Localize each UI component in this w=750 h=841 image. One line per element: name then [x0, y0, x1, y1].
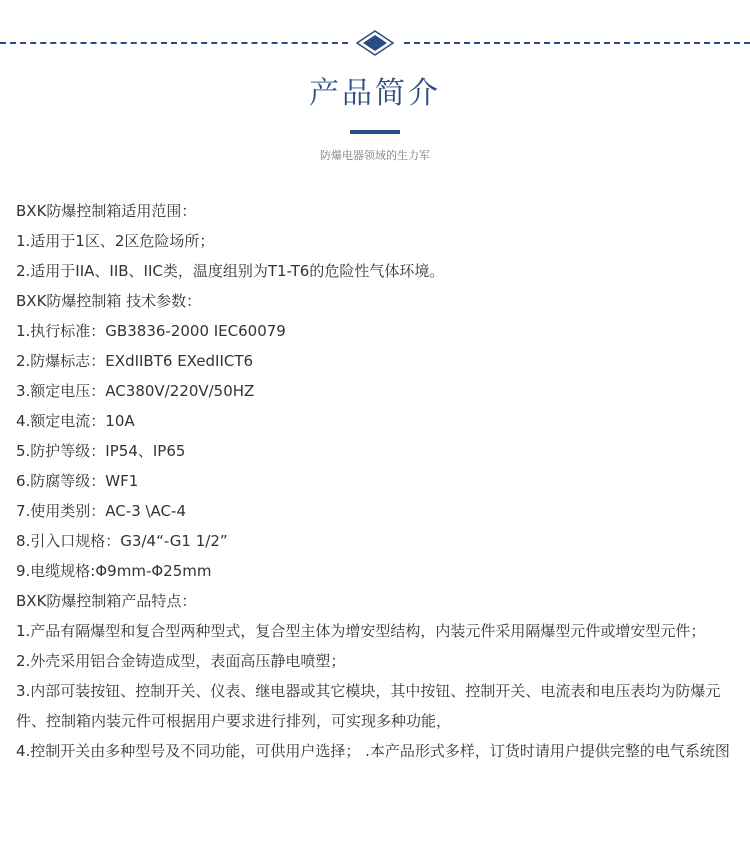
feature-item-2: 2.外壳采用铝合金铸造成型，表面高压静电喷塑； — [16, 652, 346, 670]
dashed-divider-right — [404, 42, 750, 44]
spec-item-category: 7.使用类别：AC-3 \AC-4 — [16, 502, 186, 520]
page-subtitle: 防爆电器领域的生力军 — [320, 149, 430, 162]
spec-item-cable: 9.电缆规格:Φ9mm-Φ25mm — [16, 562, 212, 580]
spec-item-current: 4.额定电流：10A — [16, 412, 135, 430]
spec-item-anticorrosion: 6.防腐等级：WF1 — [16, 472, 139, 490]
section-header — [0, 0, 750, 180]
section-heading-scope: BXK防爆控制箱适用范围： — [16, 202, 197, 220]
scope-item-1: 1.适用于1区、2区危险场所； — [16, 232, 215, 250]
dashed-divider-left — [0, 42, 348, 44]
spec-item-standard: 1.执行标准：GB3836-2000 IEC60079 — [16, 322, 286, 340]
feature-item-1: 1.产品有隔爆型和复合型两种型式，复合型主体为增安型结构，内装元件采用隔爆型元件或增安型元件； — [16, 622, 706, 640]
product-description — [16, 196, 742, 766]
feature-item-3: 3.内部可装按钮、控制开关、仪表、继电器或其它模块，其中按钮、控制开关、电流表和电压表均为防爆元件、控制箱内装元件可根据用户要求进行排列，可实现多种功能， — [16, 682, 721, 730]
feature-item-4: 4.控制开关由多种型号及不同功能，可供用户选择； .本产品形式多样，订货时请用户提供完整的电气系统图 — [16, 742, 730, 760]
page-title: 产品简介 — [309, 76, 441, 111]
scope-item-2: 2.适用于IIA、IIB、IIC类，温度组别为T1-T6的危险性气体环境。 — [16, 262, 445, 280]
spec-item-voltage: 3.额定电压：AC380V/220V/50HZ — [16, 382, 255, 400]
diamond-icon — [356, 30, 394, 56]
spec-item-inlet: 8.引入口规格：G3/4“-G1 1/2” — [16, 532, 228, 550]
spec-item-ex-mark: 2.防爆标志：EXdIIBT6 EXedIICT6 — [16, 352, 254, 370]
section-heading-features: BXK防爆控制箱产品特点： — [16, 592, 197, 610]
spec-item-protection: 5.防护等级：IP54、IP65 — [16, 442, 186, 460]
section-heading-specs: BXK防爆控制箱 技术参数： — [16, 292, 202, 310]
title-underline — [350, 130, 400, 134]
